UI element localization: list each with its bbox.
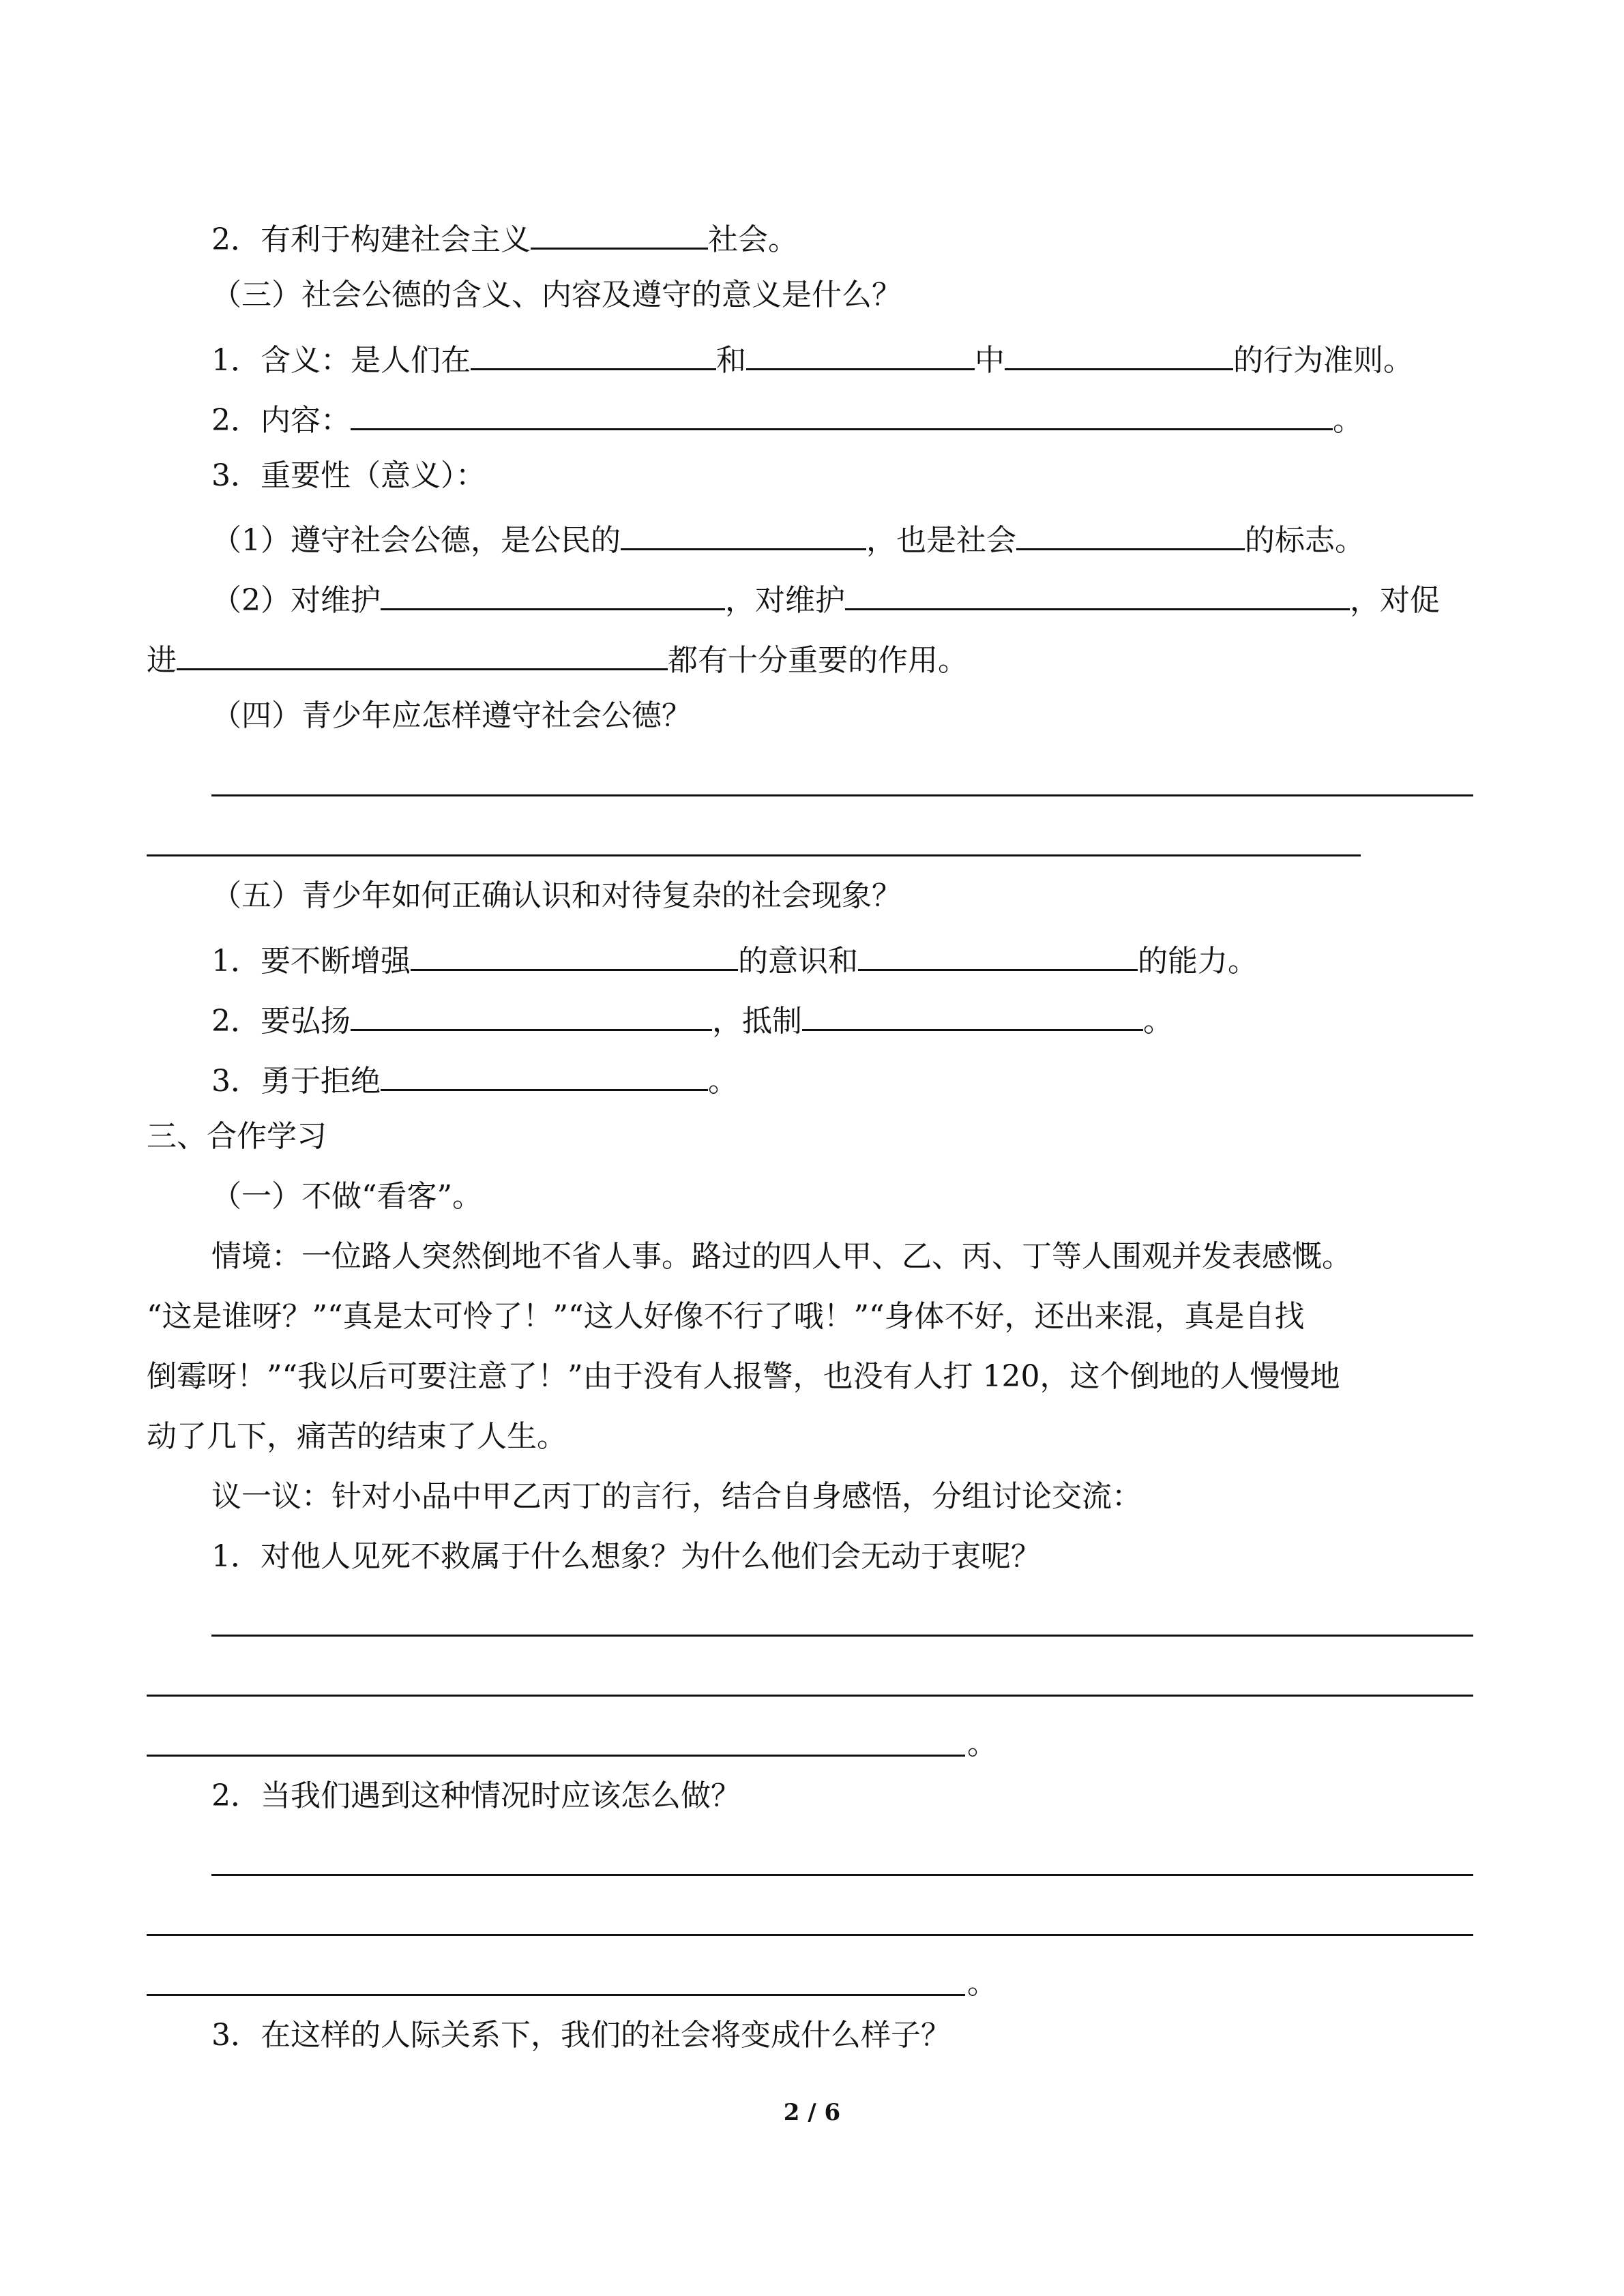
subsection-heading-1	[211, 1176, 482, 1217]
blank[interactable]	[845, 576, 1350, 610]
question-3	[211, 2015, 951, 2056]
fill-line-importance-2	[211, 576, 1440, 616]
text: 的标志。	[1245, 523, 1365, 558]
fill-line-importance-2-cont	[147, 636, 968, 676]
blank[interactable]	[746, 336, 975, 370]
blank[interactable]	[381, 1056, 708, 1091]
question-1	[211, 1536, 1041, 1577]
text: 的能力。	[1138, 944, 1258, 979]
blank[interactable]	[411, 936, 738, 971]
text: 进	[147, 643, 177, 678]
blank[interactable]	[858, 936, 1138, 971]
text: 1．对他人见死不救属于什么想象？为什么他们会无动于衷呢？	[211, 1539, 1041, 1574]
text: 2．要弘扬	[211, 1004, 351, 1039]
text: “这是谁呀？”“真是太可怜了！”“这人好像不行了哦！”“身体不好，还出来混，真是自找	[147, 1299, 1305, 1334]
blank[interactable]	[621, 516, 866, 550]
text: 3．勇于拒绝	[211, 1064, 381, 1099]
text: 2．内容：	[211, 403, 351, 438]
blank[interactable]	[471, 336, 716, 370]
text: 。	[967, 1727, 997, 1761]
blank[interactable]	[351, 996, 712, 1031]
text: （五）青少年如何正确认识和对待复杂的社会现象？	[211, 878, 902, 913]
text: 。	[1333, 403, 1363, 438]
text: ，对促	[1350, 583, 1440, 618]
text: （四）青少年应怎样遵守社会公德？	[211, 698, 692, 733]
question-2	[211, 1776, 741, 1817]
text: 3．在这样的人际关系下，我们的社会将变成什么样子？	[211, 2018, 951, 2053]
answer-line[interactable]	[147, 1695, 1473, 1697]
answer-line[interactable]	[211, 1874, 1473, 1876]
text: ，对维护	[725, 583, 845, 618]
text: ，抵制	[712, 1004, 802, 1039]
text: 倒霉呀！”“我以后可要注意了！”由于没有人报警，也没有人打 120，这个倒地的人慢慢地	[147, 1359, 1340, 1394]
blank[interactable]	[381, 576, 725, 610]
text: （一）不做“看客”。	[211, 1179, 482, 1214]
text: 和	[716, 343, 746, 378]
item-importance	[211, 456, 486, 496]
fill-line-content	[211, 396, 1363, 436]
paragraph-line	[147, 1416, 567, 1457]
section-heading-5	[211, 876, 902, 916]
section-heading-4	[211, 696, 692, 736]
fill-line-importance-1	[211, 516, 1365, 556]
text: 动了几下，痛苦的结束了人生。	[147, 1419, 567, 1454]
blank[interactable]	[802, 996, 1143, 1031]
text: 议一议：针对小品中甲乙丙丁的言行，结合自身感悟，分组讨论交流：	[211, 1479, 1142, 1514]
text: 都有十分重要的作用。	[668, 643, 968, 678]
text: 社会。	[708, 222, 798, 257]
text: 的行为准则。	[1233, 343, 1413, 378]
text: 1．含义：是人们在	[211, 343, 471, 378]
blank[interactable]	[1016, 516, 1245, 550]
text: 。	[708, 1064, 738, 1099]
discussion-prompt	[211, 1476, 1142, 1517]
text: 的意识和	[738, 944, 858, 979]
text: 中	[975, 343, 1005, 378]
blank[interactable]	[1005, 336, 1233, 370]
text: （三）社会公德的含义、内容及遵守的意义是什么？	[211, 278, 902, 312]
text: 。	[1143, 1004, 1173, 1039]
text: ，也是社会	[866, 523, 1016, 558]
answer-line[interactable]	[147, 1934, 1473, 1936]
fill-line-promote	[211, 996, 1173, 1037]
blank[interactable]	[531, 215, 708, 250]
answer-line[interactable]	[147, 854, 1361, 856]
text: 2．有利于构建社会主义	[211, 222, 531, 257]
page-number: 2 / 6	[783, 2099, 841, 2126]
answer-end-mark	[967, 1724, 997, 1765]
fill-line-awareness	[211, 936, 1258, 977]
text: （2）对维护	[211, 583, 381, 618]
text: 。	[967, 1966, 997, 2001]
fill-line-meaning	[211, 336, 1413, 376]
text: 1．要不断增强	[211, 944, 411, 979]
text: 2．当我们遇到这种情况时应该怎么做？	[211, 1778, 741, 1813]
text: 三、合作学习	[147, 1119, 327, 1154]
text: （1）遵守社会公德，是公民的	[211, 523, 621, 558]
answer-line[interactable]	[211, 794, 1473, 796]
section-heading-3	[211, 275, 902, 316]
fill-line-refuse	[211, 1056, 738, 1097]
text: 3．重要性（意义）：	[211, 458, 486, 493]
blank[interactable]	[177, 636, 668, 670]
part-heading-3	[147, 1116, 327, 1157]
answer-line[interactable]	[211, 1635, 1473, 1637]
blank[interactable]	[351, 396, 1333, 430]
text: 情境：一位路人突然倒地不省人事。路过的四人甲、乙、丙、丁等人围观并发表感慨。	[211, 1239, 1352, 1274]
answer-end-mark	[967, 1963, 997, 2004]
paragraph-line	[147, 1356, 1340, 1397]
fill-line-harmonious-society	[211, 215, 798, 256]
paragraph-line	[211, 1236, 1352, 1277]
paragraph-line	[147, 1296, 1304, 1337]
answer-line[interactable]	[147, 1755, 965, 1757]
answer-line[interactable]	[147, 1994, 965, 1996]
